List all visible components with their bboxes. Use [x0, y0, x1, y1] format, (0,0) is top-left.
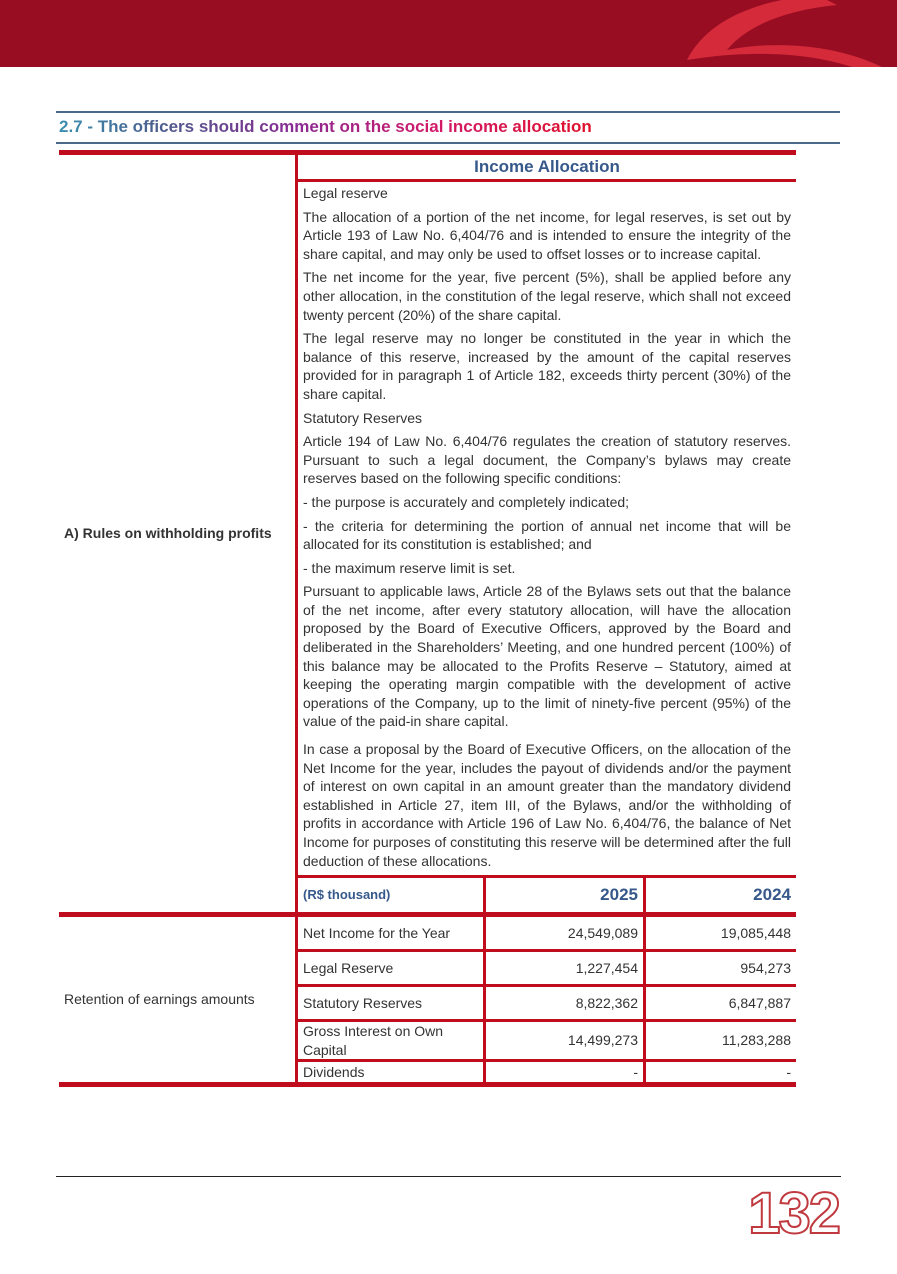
rules-label: A) Rules on withholding profits [64, 525, 272, 542]
value-2025: 14,499,273 [485, 1021, 645, 1061]
footer-divider [56, 1176, 841, 1177]
paragraph: In case a proposal by the Board of Executive Officers, on the allocation of the Net Income for the year, includes the payout of dividends and/or the payment of interest on own capital in an amount greater than the mandatory dividend established in Article 27, item III, of the Bylaws, and/or the withholding of profits in accordance with Article 196 of Law No. 6,404/76, the balance of Net Income for purposes of constituting this reserve will be determined after the full deduction of these allocations. [303, 741, 791, 869]
value-2024: 11,283,288 [645, 1021, 797, 1061]
paragraph: Legal reserve [303, 185, 388, 201]
row-label: Net Income for the Year [297, 915, 485, 951]
value-2025: 8,822,362 [485, 986, 645, 1021]
unit-label: (R$ thousand) [297, 877, 485, 915]
value-2025: 1,227,454 [485, 951, 645, 986]
value-2024: 19,085,448 [645, 915, 797, 951]
value-2024: - [645, 1061, 797, 1085]
page-number: 132 [748, 1181, 839, 1246]
section-title-text: 2.7 - The officers should comment on the social income allocation [59, 117, 592, 136]
paragraph: The net income for the year, five percent (5%), shall be applied before any other allocation, in the constitution of the legal reserve, which shall not exceed twenty percent (20%) of the share capital. [303, 269, 791, 323]
year-2025-header: 2025 [485, 877, 645, 915]
paragraph: - the purpose is accurately and completely indicated; [303, 493, 630, 510]
row-label: Dividends [297, 1061, 485, 1085]
year-2024-header: 2024 [645, 877, 797, 915]
value-2024: 6,847,887 [645, 986, 797, 1021]
brand-logo-swoosh-icon [667, 0, 897, 67]
paragraph: Pursuant to applicable laws, Article 28 of the Bylaws sets out that the balance of the net income, after every statutory allocation, will have the allocation proposed by the Board of Executive Officers, approved by the Board and deliberated in the Shareholders’ Meeting, and one hundred percent (100%) of this balance may be allocated to the Profits Reserve – Statutory, aimed at keeping the operating margin compatible with the development of active operations of the Company, up to the limit of ninety-five percent (95%) of the value of the paid-in share capital. [303, 583, 791, 730]
row-label: Legal Reserve [297, 951, 485, 986]
value-2025: 24,549,089 [485, 915, 645, 951]
row-label: Gross Interest on Own Capital [297, 1021, 485, 1061]
paragraph: The allocation of a portion of the net income, for legal reserves, is set out by Article 193 of Law No. 6,404/76 and is intended to ensure the integrity of the share capital, and may only be used to offset losses or to increase capital. [303, 208, 791, 262]
value-2024: 954,273 [645, 951, 797, 986]
paragraph: The legal reserve may no longer be constituted in the year in which the balance of this reserve, increased by the amount of the capital reserves provided for in paragraph 1 of Article 182, exceeds thirty percent (30%) of the share capital. [303, 330, 791, 402]
section-title [56, 111, 840, 144]
paragraph: Statutory Reserves [303, 409, 423, 426]
table-heading: Income Allocation [297, 153, 797, 181]
income-allocation-table [59, 150, 796, 1087]
paragraph: - the criteria for determining the portion of annual net income that will be allocated for its constitution is established; and [303, 517, 791, 553]
rules-text [297, 181, 797, 877]
value-2025: - [485, 1061, 645, 1085]
paragraph: Article 194 of Law No. 6,404/76 regulates the creation of statutory reserves. Pursuant to such a legal document, the Company’s bylaws may create reserves based on the following specific conditions: [303, 433, 791, 487]
retention-label: Retention of earnings amounts [59, 915, 297, 1085]
row-label: Statutory Reserves [297, 986, 485, 1021]
header-banner [0, 0, 897, 67]
paragraph: - the maximum reserve limit is set. [303, 559, 516, 576]
